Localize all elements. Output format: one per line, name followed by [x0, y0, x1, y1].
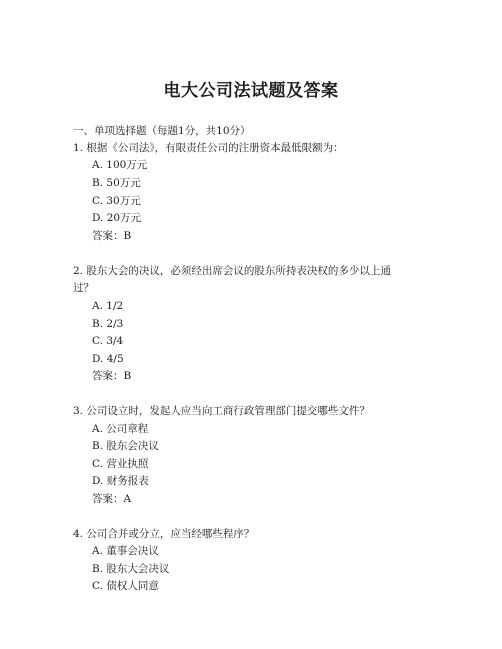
- question-3-stem: 3. 公司设立时，发起人应当向工商行政管理部门提交哪些文件？: [73, 405, 370, 417]
- question-2-answer: 答案：B: [92, 370, 132, 382]
- question-1-option-a: A. 100万元: [92, 159, 148, 171]
- question-3-answer: 答案：A: [92, 493, 132, 505]
- question-1-option-b: B. 50万元: [92, 177, 141, 189]
- question-3-option-c: C. 营业执照: [92, 458, 149, 470]
- question-2-option-d: D. 4/5: [92, 353, 124, 365]
- question-3-option-d: D. 财务报表: [92, 475, 149, 487]
- question-4-stem: 4. 公司合并或分立，应当经哪些程序？: [73, 528, 255, 540]
- question-2-stem-line2: 过？: [73, 282, 94, 294]
- question-2-option-a: A. 1/2: [92, 300, 124, 312]
- question-1-answer: 答案：B: [92, 230, 132, 242]
- question-2-stem-line1: 2. 股东大会的决议，必须经出席会议的股东所持表决权的多少以上通: [73, 265, 391, 277]
- question-4-option-a: A. 董事会决议: [92, 545, 159, 557]
- question-3-option-a: A. 公司章程: [92, 423, 149, 435]
- document-title: 电大公司法试题及答案: [163, 81, 339, 101]
- question-1-option-c: C. 30万元: [92, 195, 141, 207]
- question-4-option-c: C. 债权人同意: [92, 580, 159, 592]
- question-1-option-d: D. 20万元: [92, 212, 142, 224]
- section-heading: 一、单项选择题（每题1分，共10分）: [73, 125, 251, 137]
- question-4-option-b: B. 股东大会决议: [92, 563, 170, 575]
- question-1-stem: 1. 根据《公司法》，有限责任公司的注册资本最低限额为：: [73, 142, 344, 154]
- question-3-option-b: B. 股东会决议: [92, 440, 159, 452]
- question-2-option-c: C. 3/4: [92, 335, 124, 347]
- question-2-option-b: B. 2/3: [92, 318, 124, 330]
